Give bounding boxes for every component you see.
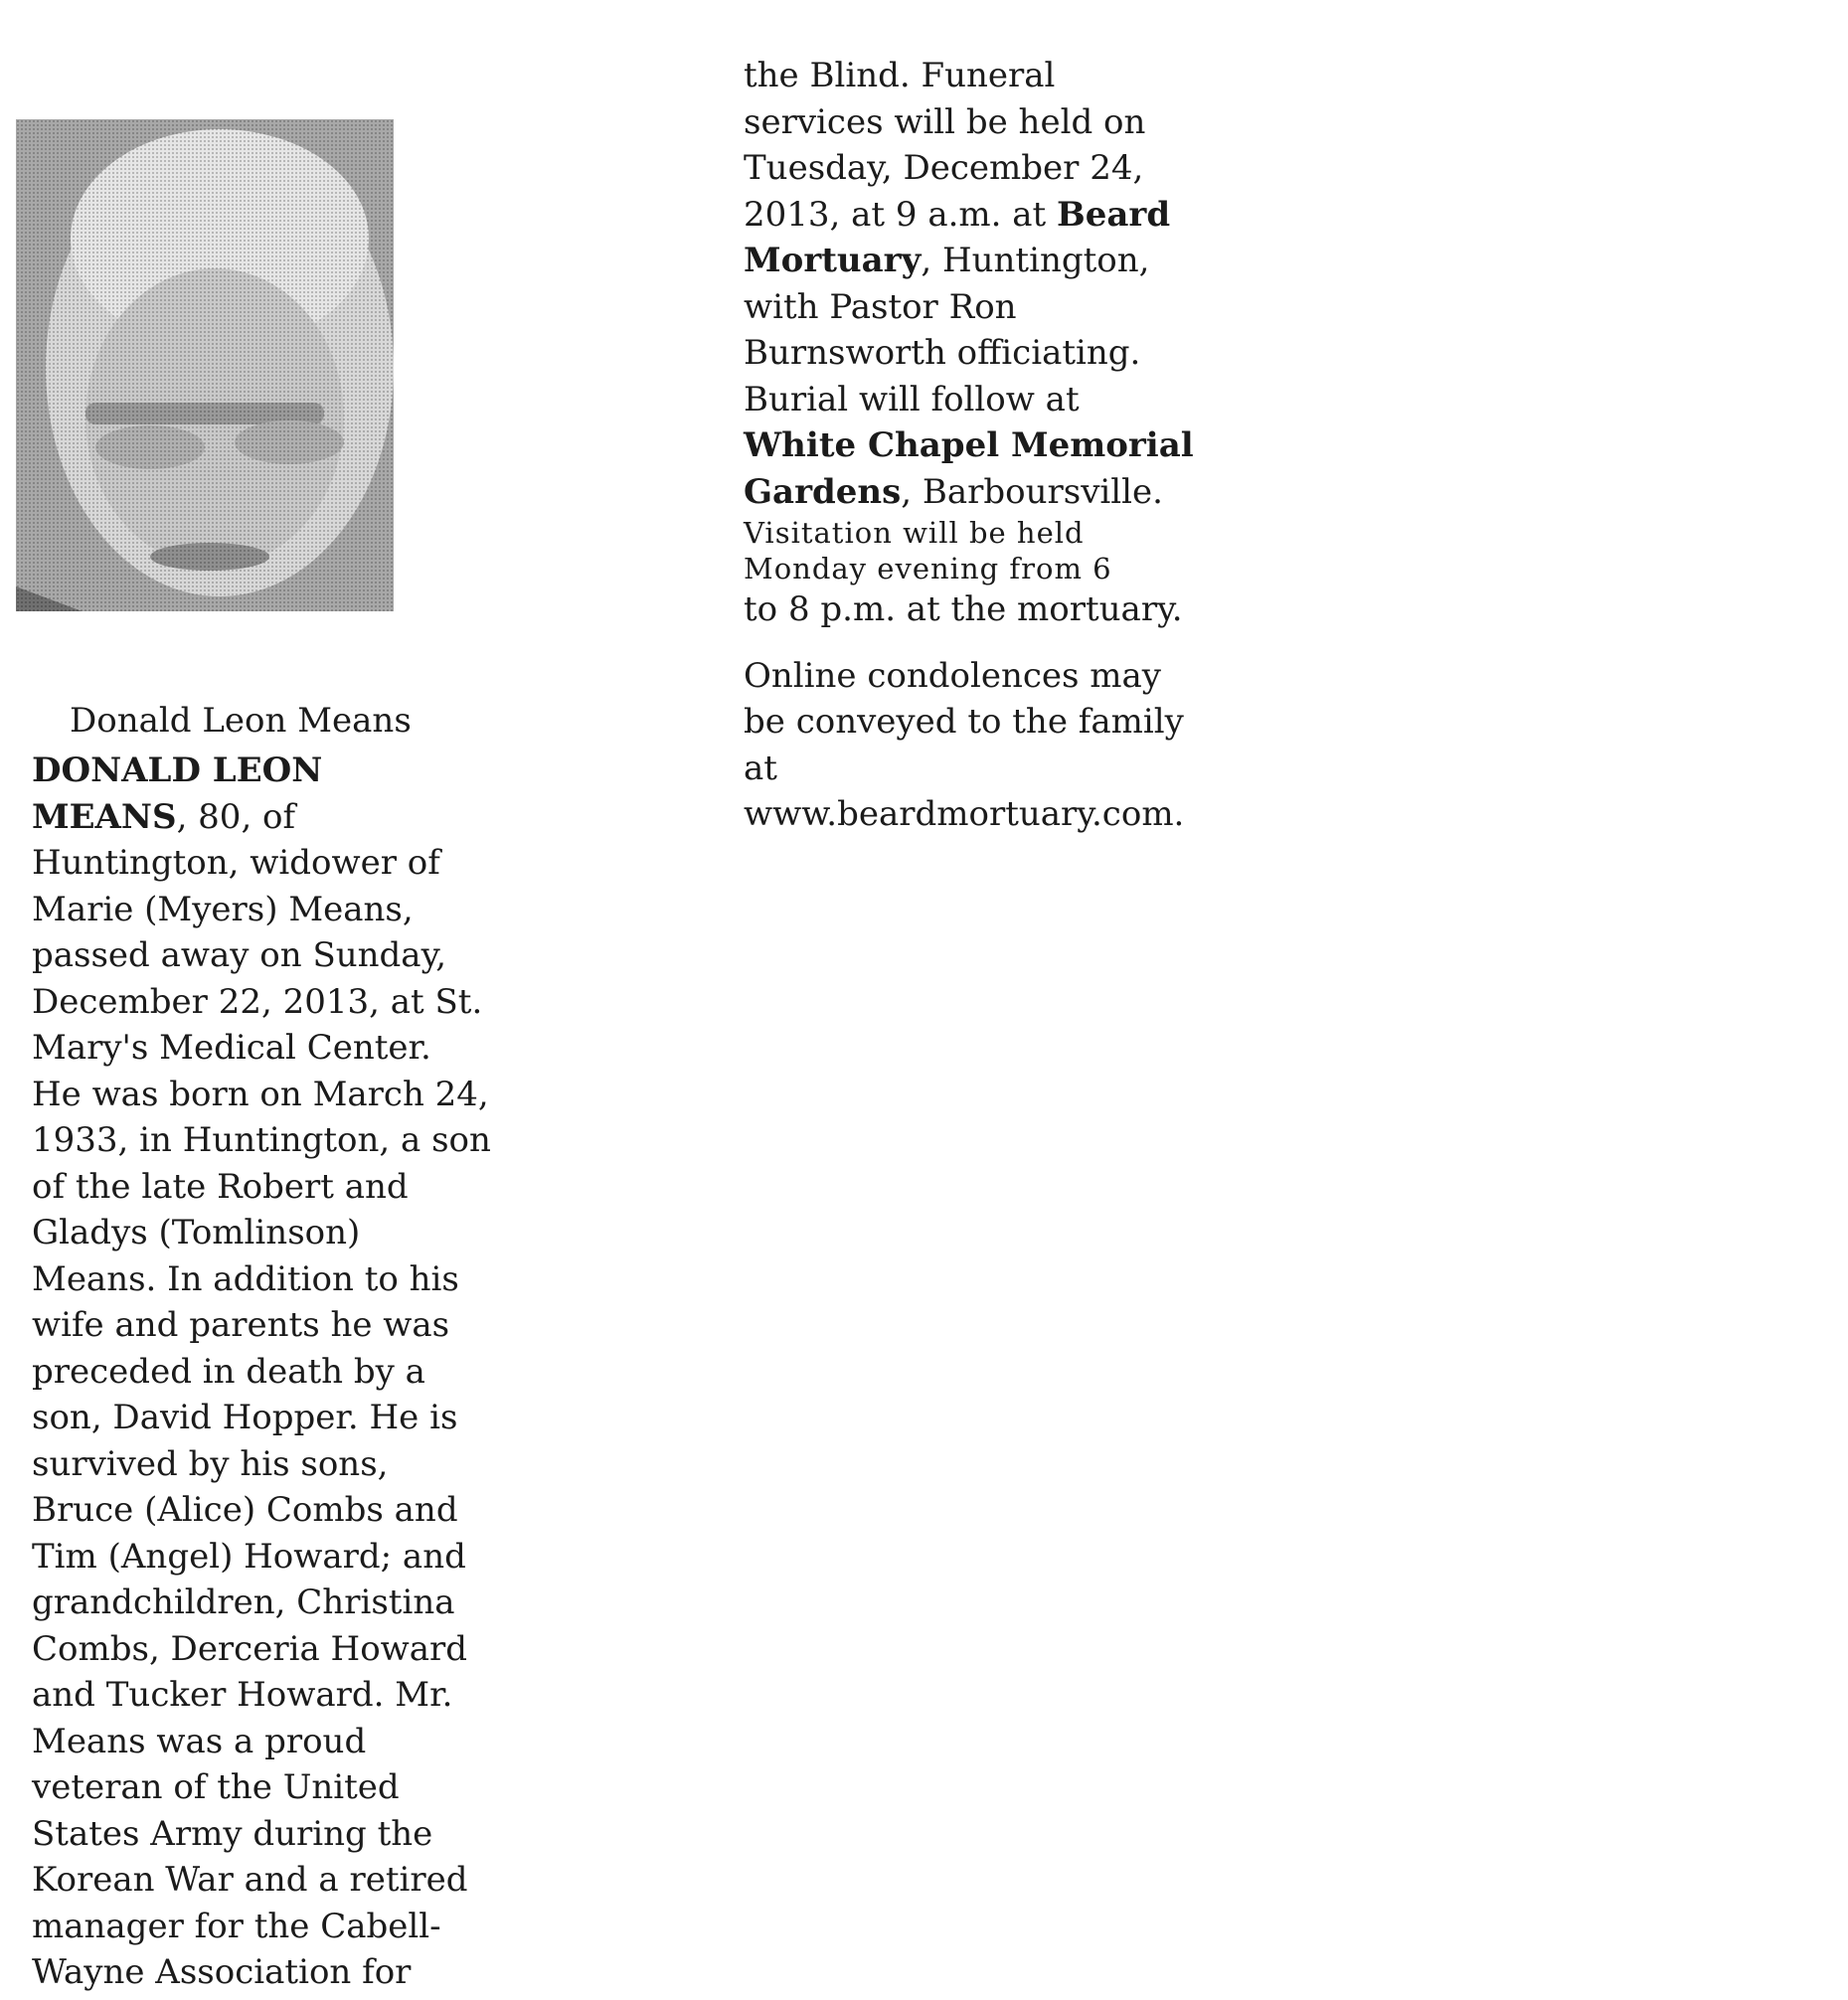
text-run: Visitation will be held [744, 516, 1085, 550]
text-run: services will be held on [744, 101, 1146, 142]
text-run: manager for the Cabell- [32, 1906, 441, 1946]
text-line [32, 1672, 491, 1719]
text-run: Monday evening from 6 [744, 552, 1112, 585]
text-run: Online condolences may [744, 655, 1162, 696]
text-run: of the late Robert and [32, 1166, 409, 1207]
text-line [744, 145, 1194, 192]
text-run: the Blind. Funeral [744, 56, 1056, 95]
text-run: Tim (Angel) Howard; and [32, 1536, 466, 1577]
obituary-text-left-column [32, 748, 491, 1996]
bold-text: Beard [1057, 194, 1171, 235]
text-run: at [744, 748, 777, 788]
text-run: www.beardmortuary.com. [744, 794, 1185, 834]
text-line [32, 1210, 491, 1256]
text-run: survived by his sons, [32, 1443, 389, 1484]
bold-text: Mortuary [744, 241, 922, 280]
text-run: Burnsworth officiating. [744, 333, 1141, 373]
portrait-photo [16, 119, 394, 611]
text-line [32, 1395, 491, 1441]
text-line [744, 422, 1194, 469]
text-run: to 8 p.m. at the mortuary. [744, 589, 1183, 629]
text-run: grandchildren, Christina [32, 1583, 455, 1622]
text-run: , Barboursville. [901, 471, 1163, 512]
text-run: veteran of the United [32, 1767, 400, 1807]
text-run: Means was a proud [32, 1721, 367, 1761]
text-line [32, 1117, 491, 1164]
text-line [32, 1072, 491, 1118]
text-line [32, 1719, 491, 1765]
text-line [32, 1580, 491, 1626]
text-run: December 22, 2013, at St. [32, 981, 483, 1022]
text-run: with Pastor Ron [744, 286, 1017, 327]
text-run: Wayne Association for [32, 1952, 412, 1992]
text-run: preceded in death by a [32, 1351, 425, 1392]
text-run: and Tucker Howard. Mr. [32, 1675, 453, 1715]
photo-caption: Donald Leon Means [70, 701, 412, 741]
text-run: Mary's Medical Center. [32, 1028, 431, 1068]
text-line [744, 53, 1194, 99]
text-line [32, 1904, 491, 1950]
text-line [32, 1949, 491, 1996]
text-run: Huntington, widower of [32, 843, 440, 883]
text-line [32, 1349, 491, 1396]
text-line [32, 887, 491, 933]
text-run: be conveyed to the family [744, 702, 1184, 742]
text-line [32, 1302, 491, 1349]
text-line [32, 1025, 491, 1072]
text-run: Tuesday, December 24, [744, 148, 1144, 188]
text-run: , 80, of [176, 796, 296, 837]
text-run: He was born on March 24, [32, 1074, 489, 1114]
portrait-photo-icon [16, 119, 394, 611]
text-line [32, 1256, 491, 1303]
text-run: Bruce (Alice) Combs and [32, 1490, 458, 1530]
text-line [744, 699, 1194, 746]
text-line [32, 1811, 491, 1858]
text-line [744, 515, 1194, 551]
text-line [32, 932, 491, 979]
text-run: son, David Hopper. He is [32, 1398, 458, 1437]
text-line [32, 748, 491, 794]
text-line [32, 1441, 491, 1488]
bold-text: White Chapel Memorial [744, 425, 1194, 465]
text-run: Gladys (Tomlinson) [32, 1213, 361, 1252]
text-run: 2013, at 9 a.m. at [744, 194, 1057, 235]
text-line [744, 330, 1194, 377]
paragraph-gap [744, 633, 1194, 653]
text-run: Means. In addition to his [32, 1258, 459, 1299]
text-line [32, 840, 491, 887]
bold-text: Gardens [744, 471, 902, 512]
bold-text: DONALD LEON [32, 750, 323, 790]
text-run: wife and parents he was [32, 1305, 450, 1345]
text-line [32, 1857, 491, 1904]
text-line [744, 192, 1194, 239]
text-run: Marie (Myers) Means, [32, 889, 414, 929]
text-line [32, 1534, 491, 1581]
text-line [32, 794, 491, 841]
text-run: Korean War and a retired [32, 1860, 468, 1900]
text-line [32, 1626, 491, 1673]
text-line [744, 238, 1194, 284]
obituary-text-right-column [744, 53, 1194, 838]
text-line [744, 746, 1194, 792]
text-line [744, 653, 1194, 700]
text-line [32, 1764, 491, 1811]
bold-text: MEANS [32, 796, 177, 837]
text-line [744, 791, 1194, 838]
text-line [744, 586, 1194, 633]
text-line [744, 469, 1194, 516]
text-line [32, 979, 491, 1026]
text-line [744, 377, 1194, 423]
text-run: 1933, in Huntington, a son [32, 1120, 491, 1160]
text-line [744, 99, 1194, 146]
text-line [32, 1487, 491, 1534]
text-run: , Huntington, [921, 241, 1150, 280]
text-run: Burial will follow at [744, 379, 1080, 419]
text-run: Combs, Derceria Howard [32, 1628, 468, 1669]
text-run: passed away on Sunday, [32, 935, 447, 975]
text-line [744, 284, 1194, 331]
text-line [32, 1164, 491, 1211]
text-run: States Army during the [32, 1813, 433, 1854]
text-line [744, 551, 1194, 586]
